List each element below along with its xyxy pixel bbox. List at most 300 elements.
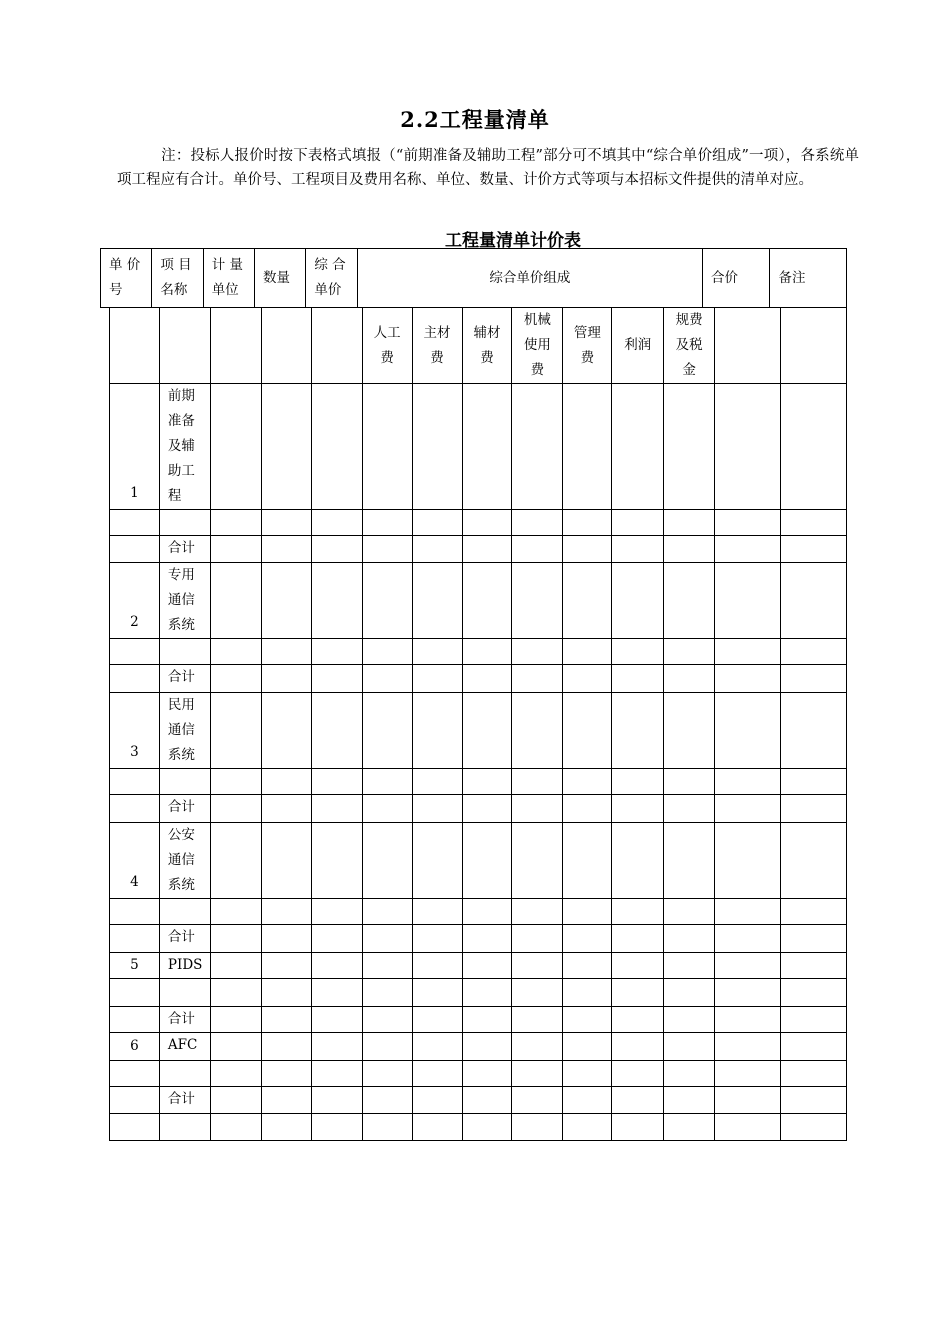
table-cell	[210, 979, 261, 1007]
section-name	[159, 1033, 210, 1061]
table-cell	[210, 823, 261, 899]
section-name-text: 专用 通信 系统	[167, 567, 195, 633]
subheader-cell-text: 利润	[624, 337, 652, 353]
table-cell	[512, 823, 563, 899]
section-name	[159, 953, 210, 979]
table-cell	[210, 665, 261, 693]
table-cell	[110, 1114, 160, 1141]
table-cell	[512, 665, 563, 693]
subtotal-label-text: 合计	[167, 1011, 195, 1027]
table-cell	[664, 795, 715, 823]
table-cell	[261, 1087, 311, 1114]
table-cell	[210, 953, 261, 979]
subtotal-row	[110, 795, 847, 823]
table-cell	[261, 1061, 311, 1087]
subtotal-label-text: 合计	[167, 799, 195, 815]
table-cell	[362, 384, 412, 510]
table-cell	[462, 795, 512, 823]
subheader-row	[110, 308, 847, 384]
table-cell	[261, 536, 311, 563]
table-cell	[412, 925, 462, 953]
table-cell	[715, 1061, 781, 1087]
table-cell	[512, 384, 563, 510]
table-cell	[512, 510, 563, 536]
table-cell	[159, 1114, 210, 1141]
table-cell	[261, 1114, 311, 1141]
table-cell	[159, 899, 210, 925]
table-cell	[110, 536, 160, 563]
table-cell	[563, 536, 612, 563]
table-cell	[362, 1007, 412, 1033]
table-cell	[311, 1061, 362, 1087]
subtotal-label-text: 合计	[167, 669, 195, 685]
table-cell	[781, 510, 847, 536]
section-row	[110, 953, 847, 979]
table-cell	[462, 899, 512, 925]
table-cell	[311, 1087, 362, 1114]
table-cell	[664, 899, 715, 925]
table-cell	[612, 979, 664, 1007]
table-cell	[159, 639, 210, 665]
table-cell	[664, 1087, 715, 1114]
table-cell	[781, 899, 847, 925]
table-cell	[715, 308, 781, 384]
subheader-cell	[612, 308, 664, 384]
subheader-cell	[462, 308, 512, 384]
table-cell	[512, 563, 563, 639]
table-cell	[563, 1114, 612, 1141]
table-cell	[311, 1033, 362, 1061]
section-row	[110, 693, 847, 769]
subtotal-label	[159, 925, 210, 953]
table-cell	[563, 665, 612, 693]
table-cell	[664, 979, 715, 1007]
header-col7: 合价	[711, 269, 739, 286]
table-cell	[664, 693, 715, 769]
subheader-cell-text: 辅材 费	[473, 324, 501, 366]
table-cell	[110, 639, 160, 665]
table-cell	[261, 979, 311, 1007]
table-cell	[462, 1033, 512, 1061]
table-cell	[261, 665, 311, 693]
table-cell	[311, 536, 362, 563]
body-table	[109, 307, 847, 1141]
table-cell	[715, 693, 781, 769]
blank-row	[110, 979, 847, 1007]
table-cell	[781, 536, 847, 563]
table-cell	[512, 1061, 563, 1087]
table-cell	[664, 1007, 715, 1033]
table-cell	[563, 899, 612, 925]
table-cell	[210, 1061, 261, 1087]
table-cell	[715, 1087, 781, 1114]
table-cell	[563, 979, 612, 1007]
table-cell	[715, 979, 781, 1007]
table-cell	[362, 823, 412, 899]
table-cell	[261, 1033, 311, 1061]
subheader-cell-text: 规费 及税 金	[675, 312, 703, 378]
subheader-cell-text: 机械 使用 费	[523, 312, 551, 378]
table-cell	[612, 1114, 664, 1141]
table-cell	[159, 308, 210, 384]
section-row	[110, 384, 847, 510]
table-cell	[412, 665, 462, 693]
section-number-text: 1	[130, 485, 139, 501]
table-cell	[412, 1007, 462, 1033]
table-cell	[159, 979, 210, 1007]
table-cell	[715, 769, 781, 795]
table-cell	[612, 510, 664, 536]
table-cell	[110, 769, 160, 795]
table-cell	[412, 536, 462, 563]
table-cell	[664, 823, 715, 899]
table-cell	[715, 953, 781, 979]
table-cell	[210, 536, 261, 563]
table-cell	[210, 1033, 261, 1061]
table-cell	[210, 769, 261, 795]
table-cell	[462, 1007, 512, 1033]
header-col5: 综 合 单价	[314, 257, 346, 298]
subtotal-label	[159, 665, 210, 693]
table-cell	[462, 1087, 512, 1114]
table-cell	[261, 823, 311, 899]
table-cell	[362, 563, 412, 639]
section-number-text: 4	[130, 874, 139, 890]
table-cell	[781, 665, 847, 693]
table-cell	[781, 639, 847, 665]
table-cell	[210, 899, 261, 925]
table-cell	[311, 925, 362, 953]
section-name-text: 民用 通信 系统	[167, 697, 195, 763]
table-cell	[362, 979, 412, 1007]
table-cell	[462, 769, 512, 795]
table-cell	[311, 308, 362, 384]
subheader-cell	[512, 308, 563, 384]
table-cell	[462, 925, 512, 953]
table-cell	[110, 899, 160, 925]
table-title: 工程量清单计价表	[445, 231, 581, 251]
table-cell	[462, 384, 512, 510]
table-cell	[781, 563, 847, 639]
table-cell	[563, 563, 612, 639]
page-title: 2.2工程量清单	[400, 107, 550, 132]
table-cell	[664, 563, 715, 639]
table-cell	[462, 953, 512, 979]
table-cell	[412, 795, 462, 823]
section-row	[110, 823, 847, 899]
section-name-text: 公安 通信 系统	[167, 827, 195, 893]
table-cell	[210, 639, 261, 665]
table-cell	[664, 1114, 715, 1141]
table-cell	[362, 899, 412, 925]
table-cell	[781, 1114, 847, 1141]
subheader-cell-text: 管理 费	[573, 324, 601, 366]
table-cell	[261, 384, 311, 510]
table-cell	[563, 823, 612, 899]
table-cell	[311, 384, 362, 510]
subtotal-label-text: 合计	[167, 929, 195, 945]
table-cell	[462, 536, 512, 563]
table-cell	[362, 665, 412, 693]
table-cell	[512, 1033, 563, 1061]
table-cell	[261, 563, 311, 639]
table-cell	[563, 384, 612, 510]
section-number	[110, 953, 160, 979]
blank-row	[110, 769, 847, 795]
subtotal-label	[159, 795, 210, 823]
table-cell	[362, 536, 412, 563]
table-cell	[612, 823, 664, 899]
table-cell	[512, 536, 563, 563]
table-cell	[412, 563, 462, 639]
table-cell	[612, 953, 664, 979]
subtotal-row	[110, 925, 847, 953]
table-cell	[715, 510, 781, 536]
table-cell	[781, 693, 847, 769]
table-cell	[311, 823, 362, 899]
subtotal-label	[159, 1087, 210, 1114]
table-cell	[612, 384, 664, 510]
table-cell	[612, 1033, 664, 1061]
section-number	[110, 384, 160, 510]
table-cell	[512, 639, 563, 665]
subtotal-label	[159, 536, 210, 563]
table-cell	[612, 536, 664, 563]
table-cell	[159, 510, 210, 536]
table-cell	[781, 384, 847, 510]
table-cell	[311, 510, 362, 536]
table-cell	[563, 795, 612, 823]
header-col1: 单 价 号	[109, 257, 141, 298]
table-cell	[210, 693, 261, 769]
subheader-cell	[412, 308, 462, 384]
table-cell	[715, 899, 781, 925]
subheader-cell	[362, 308, 412, 384]
section-name-text: PIDS	[167, 957, 203, 973]
table-cell	[462, 979, 512, 1007]
table-cell	[462, 823, 512, 899]
table-cell	[715, 795, 781, 823]
section-name-text: AFC	[167, 1037, 198, 1053]
table-cell	[412, 510, 462, 536]
table-cell	[664, 510, 715, 536]
table-cell	[781, 925, 847, 953]
table-cell	[664, 769, 715, 795]
header-total-price	[703, 249, 770, 308]
table-cell	[412, 384, 462, 510]
header-unit	[203, 249, 254, 308]
table-cell	[462, 693, 512, 769]
table-cell	[412, 899, 462, 925]
table-cell	[210, 308, 261, 384]
subtotal-row	[110, 536, 847, 563]
table-cell	[210, 925, 261, 953]
table-cell	[781, 823, 847, 899]
table-cell	[715, 823, 781, 899]
table-cell	[362, 639, 412, 665]
table-cell	[110, 308, 160, 384]
table-cell	[512, 1007, 563, 1033]
subheader-cell	[664, 308, 715, 384]
table-cell	[664, 384, 715, 510]
table-cell	[110, 979, 160, 1007]
table-cell	[563, 1033, 612, 1061]
header-item-name	[152, 249, 203, 308]
table-cell	[311, 795, 362, 823]
section-number-text: 5	[130, 957, 139, 973]
table-cell	[412, 953, 462, 979]
table-cell	[110, 1087, 160, 1114]
table-cell	[715, 1114, 781, 1141]
table-cell	[563, 693, 612, 769]
table-cell	[412, 639, 462, 665]
table-cell	[261, 899, 311, 925]
table-cell	[362, 953, 412, 979]
table-cell	[110, 795, 160, 823]
header-col4: 数量	[263, 269, 291, 286]
section-name	[159, 384, 210, 510]
table-cell	[311, 899, 362, 925]
section-number	[110, 1033, 160, 1061]
table-cell	[462, 639, 512, 665]
subtotal-label	[159, 1007, 210, 1033]
table-cell	[781, 769, 847, 795]
section-row	[110, 1033, 847, 1061]
note-text: 注：投标人报价时按下表格式填报（“前期准备及辅助工程”部分可不填其中“综合单价组成”一项），各系统单项工程应有合计。单价号、工程项目及费用名称、单位、数量、计价方式等项与本招标文件提供的清单对应。	[117, 148, 859, 188]
subtotal-row	[110, 665, 847, 693]
table-cell	[512, 979, 563, 1007]
section-name	[159, 693, 210, 769]
table-cell	[311, 979, 362, 1007]
subtotal-label-text: 合计	[167, 1091, 195, 1107]
table-cell	[563, 925, 612, 953]
table-cell	[311, 1007, 362, 1033]
section-number	[110, 693, 160, 769]
table-cell	[412, 693, 462, 769]
section-name-text: 前期 准备 及辅 助工 程	[167, 388, 195, 504]
table-cell	[362, 1033, 412, 1061]
table-cell	[512, 899, 563, 925]
header-col8: 备注	[778, 269, 806, 286]
header-composite-price	[306, 249, 357, 308]
table-cell	[664, 953, 715, 979]
table-cell	[664, 925, 715, 953]
table-cell	[261, 693, 311, 769]
table-cell	[512, 1087, 563, 1114]
table-cell	[612, 1087, 664, 1114]
table-cell	[715, 563, 781, 639]
table-cell	[311, 639, 362, 665]
table-cell	[612, 665, 664, 693]
table-cell	[210, 1087, 261, 1114]
table-cell	[612, 693, 664, 769]
table-cell	[362, 1061, 412, 1087]
table-cell	[612, 769, 664, 795]
table-cell	[412, 979, 462, 1007]
table-cell	[362, 1114, 412, 1141]
table-cell	[512, 953, 563, 979]
table-cell	[612, 639, 664, 665]
header-quantity	[255, 249, 306, 308]
table-cell	[612, 925, 664, 953]
table-cell	[563, 1087, 612, 1114]
table-cell	[563, 510, 612, 536]
table-cell	[412, 1033, 462, 1061]
table-cell	[612, 1061, 664, 1087]
table-cell	[362, 510, 412, 536]
table-cell	[512, 1114, 563, 1141]
table-cell	[261, 1007, 311, 1033]
table-cell	[781, 795, 847, 823]
table-cell	[362, 925, 412, 953]
table-cell	[311, 953, 362, 979]
table-cell	[110, 665, 160, 693]
table-cell	[563, 1007, 612, 1033]
table-cell	[512, 795, 563, 823]
table-cell	[715, 639, 781, 665]
table-cell	[462, 1114, 512, 1141]
table-cell	[781, 1087, 847, 1114]
table-cell	[362, 795, 412, 823]
table-cell	[512, 693, 563, 769]
table-cell	[210, 795, 261, 823]
table-cell	[261, 308, 311, 384]
table-cell	[612, 1007, 664, 1033]
blank-row	[110, 1061, 847, 1087]
table-cell	[261, 925, 311, 953]
table-cell	[362, 1087, 412, 1114]
table-cell	[563, 639, 612, 665]
header-table	[100, 248, 847, 308]
table-cell	[563, 1061, 612, 1087]
note-paragraph	[117, 144, 859, 192]
table-cell	[462, 510, 512, 536]
table-cell	[210, 1007, 261, 1033]
table-cell	[311, 769, 362, 795]
table-cell	[781, 953, 847, 979]
section-number	[110, 823, 160, 899]
table-cell	[311, 665, 362, 693]
table-cell	[159, 769, 210, 795]
table-cell	[664, 1061, 715, 1087]
subheader-cell	[563, 308, 612, 384]
table-cell	[210, 563, 261, 639]
table-cell	[261, 769, 311, 795]
table-cell	[412, 823, 462, 899]
section-number-text: 3	[130, 744, 139, 760]
table-cell	[715, 384, 781, 510]
table-cell	[664, 639, 715, 665]
table-cell	[715, 1007, 781, 1033]
table-cell	[664, 536, 715, 563]
table-cell	[261, 510, 311, 536]
blank-row	[110, 1114, 847, 1141]
table-cell	[362, 693, 412, 769]
table-cell	[563, 769, 612, 795]
table-cell	[563, 953, 612, 979]
table-cell	[110, 510, 160, 536]
table-cell	[612, 563, 664, 639]
header-unit-price-no	[101, 249, 152, 308]
table-cell	[110, 1061, 160, 1087]
section-name	[159, 823, 210, 899]
table-cell	[664, 1033, 715, 1061]
table-cell	[210, 384, 261, 510]
table-cell	[715, 536, 781, 563]
subtotal-row	[110, 1087, 847, 1114]
section-number-text: 2	[130, 614, 139, 630]
table-cell	[412, 769, 462, 795]
